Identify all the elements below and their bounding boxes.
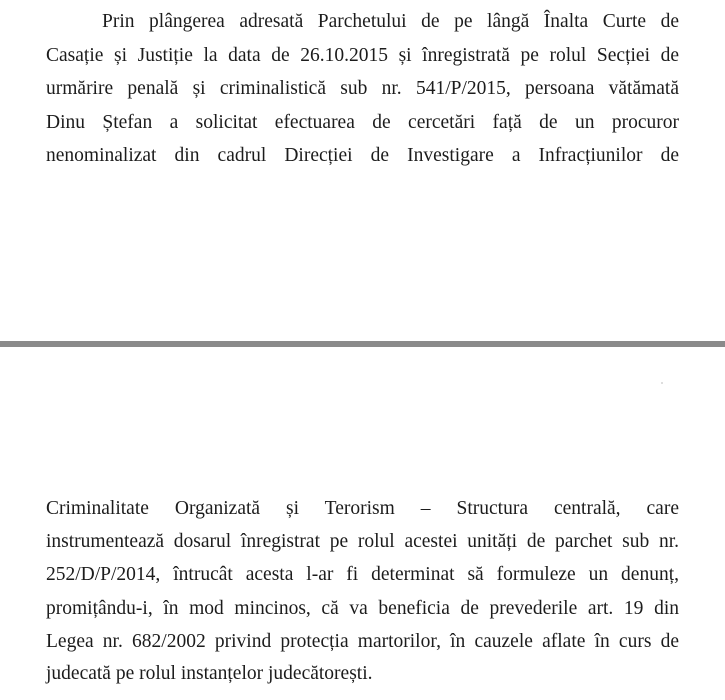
paragraph-line: promițându-i, în mod mincinos, că va beneficia de prevederile art. 19 din <box>46 598 679 619</box>
page-separator <box>0 341 725 347</box>
paragraph-line: Prin plângerea adresată Parchetului de pe lângă Înalta Curte de <box>102 11 679 32</box>
paragraph-line: nenominalizat din cadrul Direcției de Investigare a Infracțiunilor de <box>46 145 679 166</box>
paragraph-line: instrumentează dosarul înregistrat pe rolul acestei unități de parchet sub nr. <box>46 531 679 552</box>
paragraph-line: judecată pe rolul instanțelor judecătorești. <box>46 663 373 684</box>
paragraph-line: urmărire penală și criminalistică sub nr. 541/P/2015, persoana vătămată <box>46 78 679 99</box>
paragraph-line: Criminalitate Organizată și Terorism – Structura centrală, care <box>46 498 679 519</box>
paragraph-line: Casație și Justiție la data de 26.10.2015 și înregistrată pe rolul Secției de <box>46 45 679 66</box>
paragraph-line: Legea nr. 682/2002 privind protecția martorilor, în cauzele aflate în curs de <box>46 631 679 652</box>
paragraph-line: Dinu Ștefan a solicitat efectuarea de cercetări față de un procuror <box>46 112 679 133</box>
paragraph-line: 252/D/P/2014, întrucât acesta l-ar fi determinat să formuleze un denunț, <box>46 564 679 585</box>
scan-speck <box>661 382 663 384</box>
